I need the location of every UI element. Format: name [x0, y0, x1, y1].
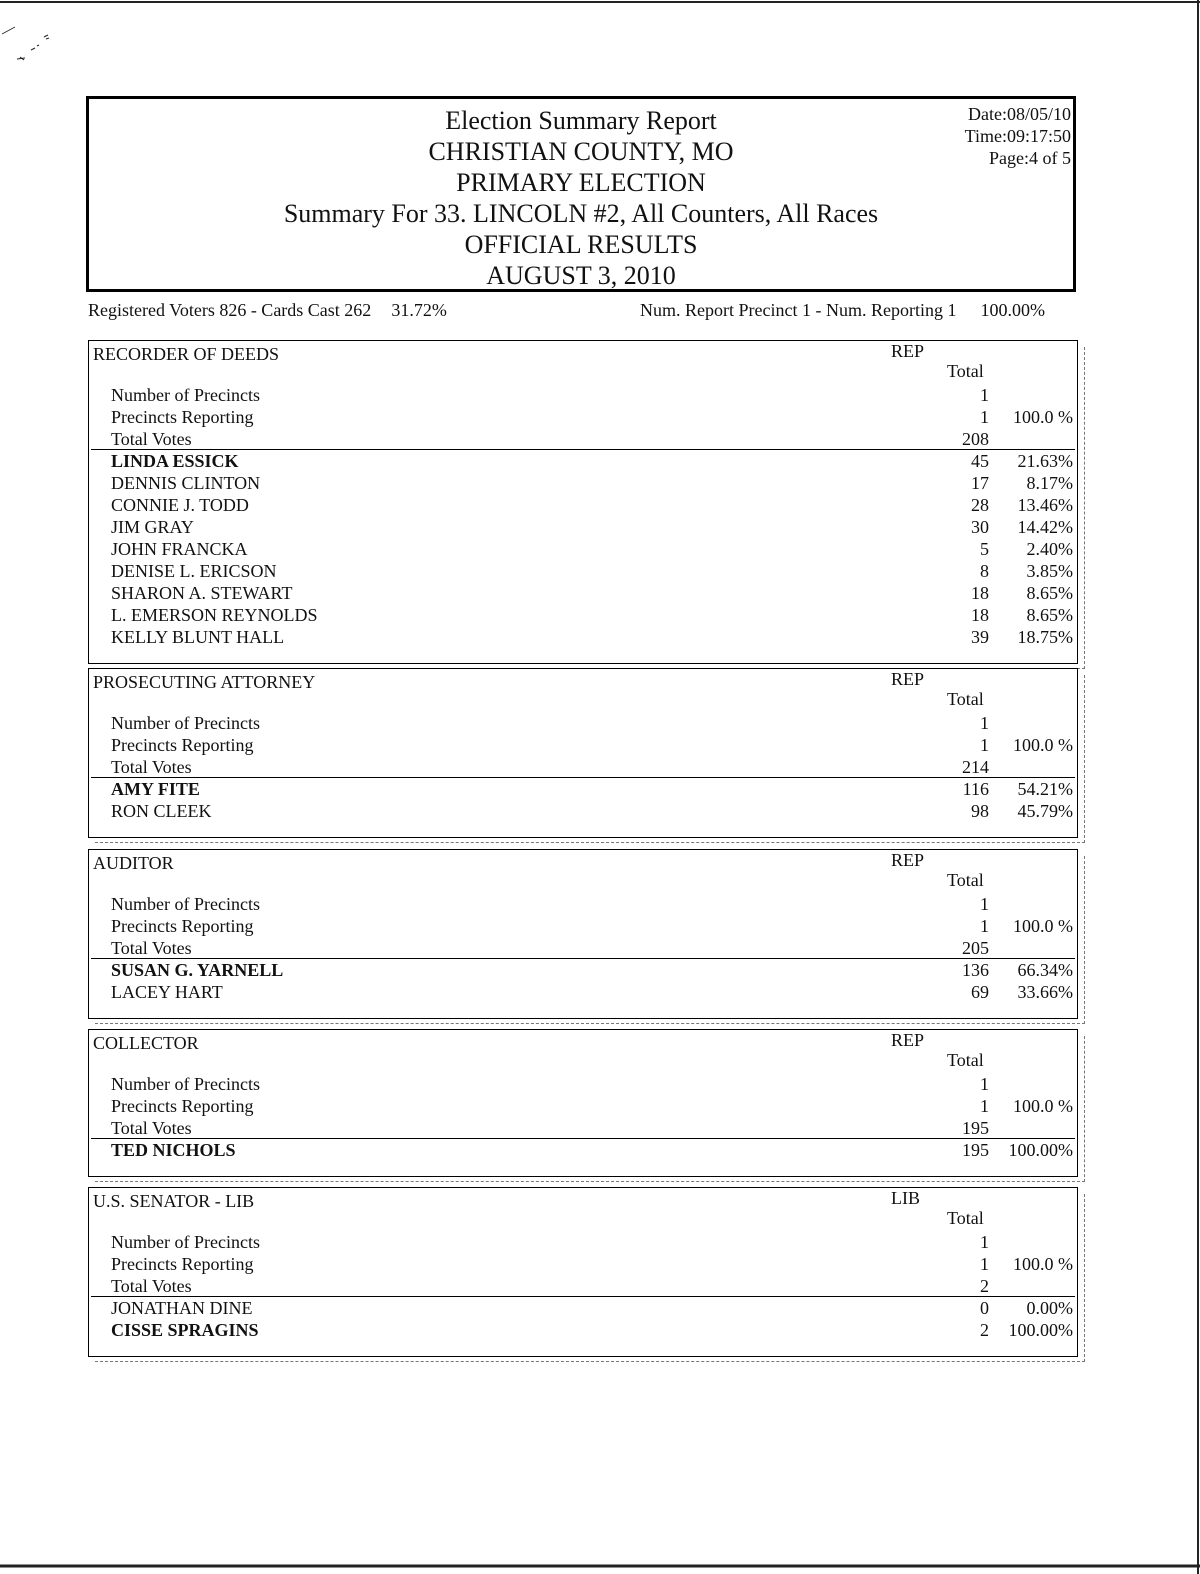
- candidates-divider: [91, 1138, 1075, 1139]
- candidate-row: [89, 495, 1077, 517]
- total-header: Total: [947, 689, 984, 709]
- stat-row: [89, 407, 1077, 429]
- candidate-name: RON CLEEK: [111, 801, 212, 821]
- party-label: REP: [891, 341, 925, 361]
- stat-value: 1: [980, 385, 989, 405]
- race-title: U.S. SENATOR - LIB: [93, 1191, 255, 1211]
- candidate-row: [89, 473, 1077, 495]
- candidate-row: [89, 627, 1077, 649]
- stat-pct: 100.0 %: [1013, 735, 1073, 755]
- candidate-votes: 39: [971, 627, 989, 647]
- stat-label: Total Votes: [111, 429, 192, 449]
- candidate-row: [89, 517, 1077, 539]
- stat-row: [89, 1254, 1077, 1276]
- race-title: AUDITOR: [93, 853, 174, 873]
- total-header: Total: [947, 870, 984, 890]
- candidate-votes: 18: [971, 583, 989, 603]
- candidate-pct: 14.42%: [1017, 517, 1073, 537]
- candidate-name: SHARON A. STEWART: [111, 583, 293, 603]
- stat-row: [89, 385, 1077, 407]
- county-name: CHRISTIAN COUNTY, MO: [428, 137, 734, 166]
- stat-value: 214: [962, 757, 989, 777]
- stat-pct: 100.0 %: [1013, 407, 1073, 427]
- candidate-name: JIM GRAY: [111, 517, 194, 537]
- stat-value: 208: [962, 429, 989, 449]
- candidate-pct: 8.65%: [1026, 583, 1073, 603]
- stat-row: [89, 757, 1077, 779]
- candidate-votes: 45: [971, 451, 989, 471]
- candidate-name: LACEY HART: [111, 982, 223, 1002]
- party-label: LIB: [891, 1188, 920, 1208]
- scan-marks: [0, 0, 60, 80]
- election-name: PRIMARY ELECTION: [456, 168, 706, 197]
- candidate-votes: 0: [980, 1298, 989, 1318]
- stat-row: [89, 1232, 1077, 1254]
- reporting-summary: [640, 300, 1045, 321]
- stat-label: Precincts Reporting: [111, 1096, 254, 1116]
- stat-label: Precincts Reporting: [111, 1254, 254, 1274]
- candidate-name: JOHN FRANCKA: [111, 539, 248, 559]
- candidate-name: CONNIE J. TODD: [111, 495, 249, 515]
- stat-row: [89, 1096, 1077, 1118]
- total-header: Total: [947, 1050, 984, 1070]
- candidate-row: [89, 960, 1077, 982]
- candidate-votes: 195: [962, 1140, 989, 1160]
- stat-value: 1: [980, 1074, 989, 1094]
- report-meta: [965, 103, 1071, 169]
- candidate-pct: 18.75%: [1017, 627, 1073, 647]
- candidate-name: SUSAN G. YARNELL: [111, 960, 284, 980]
- stat-row: [89, 1276, 1077, 1298]
- candidate-votes: 69: [971, 982, 989, 1002]
- candidate-pct: 100.00%: [1008, 1140, 1073, 1160]
- candidate-name: TED NICHOLS: [111, 1140, 236, 1160]
- candidate-name: DENNIS CLINTON: [111, 473, 261, 493]
- stat-value: 1: [980, 735, 989, 755]
- stat-row: [89, 735, 1077, 757]
- candidate-row: [89, 605, 1077, 627]
- stat-row: [89, 429, 1077, 451]
- candidate-votes: 136: [962, 960, 989, 980]
- race-block: [88, 340, 1078, 664]
- stat-row: [89, 1074, 1077, 1096]
- summary-for: Summary For 33. LINCOLN #2, All Counters, All Races: [283, 199, 879, 228]
- party-label: REP: [891, 850, 925, 870]
- stat-label: Total Votes: [111, 757, 192, 777]
- registered-voters-summary: [88, 300, 447, 321]
- candidate-pct: 66.34%: [1017, 960, 1073, 980]
- stat-label: Number of Precincts: [111, 713, 260, 733]
- race-block: [88, 668, 1078, 838]
- stat-label: Number of Precincts: [111, 1232, 260, 1252]
- candidates-divider: [91, 958, 1075, 959]
- candidate-votes: 2: [980, 1320, 989, 1340]
- candidate-name: KELLY BLUNT HALL: [111, 627, 285, 647]
- turnout-pct: 31.72%: [391, 300, 447, 320]
- stat-value: 1: [980, 1254, 989, 1274]
- race-title: RECORDER OF DEEDS: [93, 344, 280, 364]
- candidate-row: [89, 1298, 1077, 1320]
- candidate-name: CISSE SPRAGINS: [111, 1320, 259, 1340]
- candidate-pct: 21.63%: [1017, 451, 1073, 471]
- candidate-votes: 116: [962, 779, 989, 799]
- candidate-pct: 3.85%: [1026, 561, 1073, 581]
- candidate-name: DENISE L. ERICSON: [111, 561, 277, 581]
- stat-label: Precincts Reporting: [111, 916, 254, 936]
- stat-label: Precincts Reporting: [111, 735, 254, 755]
- candidate-name: JONATHAN DINE: [111, 1298, 253, 1318]
- candidate-row: [89, 1320, 1077, 1342]
- stat-label: Total Votes: [111, 1276, 192, 1296]
- stat-value: 1: [980, 713, 989, 733]
- stat-value: 1: [980, 894, 989, 914]
- stat-pct: 100.0 %: [1013, 1096, 1073, 1116]
- candidate-pct: 54.21%: [1017, 779, 1073, 799]
- race-title: PROSECUTING ATTORNEY: [93, 672, 316, 692]
- candidate-row: [89, 982, 1077, 1004]
- candidate-pct: 2.40%: [1026, 539, 1073, 559]
- stat-value: 205: [962, 938, 989, 958]
- race-title: COLLECTOR: [93, 1033, 199, 1053]
- race-block: [88, 1029, 1078, 1177]
- stat-label: Number of Precincts: [111, 894, 260, 914]
- candidates-divider: [91, 449, 1075, 450]
- report-time: Time:09:17:50: [964, 126, 1071, 146]
- candidate-votes: 17: [971, 473, 989, 493]
- candidate-row: [89, 583, 1077, 605]
- party-label: REP: [891, 669, 925, 689]
- candidate-row: [89, 561, 1077, 583]
- candidate-name: LINDA ESSICK: [111, 451, 239, 471]
- stat-row: [89, 916, 1077, 938]
- stat-row: [89, 1118, 1077, 1140]
- stat-label: Total Votes: [111, 938, 192, 958]
- candidate-votes: 8: [980, 561, 989, 581]
- report-date: Date:08/05/10: [968, 104, 1071, 124]
- report-title: Election Summary Report: [445, 106, 717, 135]
- candidate-row: [89, 779, 1077, 801]
- stat-value: 1: [980, 1232, 989, 1252]
- stat-label: Number of Precincts: [111, 385, 260, 405]
- candidate-name: L. EMERSON REYNOLDS: [111, 605, 318, 625]
- stat-row: [89, 938, 1077, 960]
- candidate-pct: 45.79%: [1017, 801, 1073, 821]
- report-header: [86, 96, 1076, 292]
- candidate-votes: 5: [980, 539, 989, 559]
- candidate-pct: 33.66%: [1017, 982, 1073, 1002]
- official-results: OFFICIAL RESULTS: [464, 230, 698, 259]
- candidate-name: AMY FITE: [111, 779, 200, 799]
- stat-pct: 100.0 %: [1013, 1254, 1073, 1274]
- stat-pct: 100.0 %: [1013, 916, 1073, 936]
- race-block: [88, 849, 1078, 1019]
- candidate-row: [89, 1140, 1077, 1162]
- report-page: Page:4 of 5: [989, 148, 1071, 168]
- candidate-row: [89, 451, 1077, 473]
- stat-value: 195: [962, 1118, 989, 1138]
- candidate-pct: 8.65%: [1026, 605, 1073, 625]
- reporting-pct: 100.00%: [980, 300, 1045, 320]
- candidates-divider: [91, 1296, 1075, 1297]
- candidate-pct: 13.46%: [1017, 495, 1073, 515]
- reporting-status: Num. Report Precinct 1 - Num. Reporting 1: [640, 300, 957, 320]
- candidate-row: [89, 801, 1077, 823]
- stat-row: [89, 713, 1077, 735]
- stat-row: [89, 894, 1077, 916]
- stat-value: 1: [980, 407, 989, 427]
- stat-label: Precincts Reporting: [111, 407, 254, 427]
- stat-value: 1: [980, 916, 989, 936]
- candidate-pct: 0.00%: [1026, 1298, 1073, 1318]
- candidate-pct: 100.00%: [1008, 1320, 1073, 1340]
- stat-value: 2: [980, 1276, 989, 1296]
- race-block: [88, 1187, 1078, 1357]
- candidates-divider: [91, 777, 1075, 778]
- stat-value: 1: [980, 1096, 989, 1116]
- candidate-votes: 98: [971, 801, 989, 821]
- candidate-votes: 28: [971, 495, 989, 515]
- stat-label: Total Votes: [111, 1118, 192, 1138]
- candidate-votes: 30: [971, 517, 989, 537]
- candidate-row: [89, 539, 1077, 561]
- candidate-pct: 8.17%: [1026, 473, 1073, 493]
- total-header: Total: [947, 1208, 984, 1228]
- stat-label: Number of Precincts: [111, 1074, 260, 1094]
- total-header: Total: [947, 361, 984, 381]
- party-label: REP: [891, 1030, 925, 1050]
- registered-voters: Registered Voters 826 - Cards Cast 262: [88, 300, 372, 320]
- candidate-votes: 18: [971, 605, 989, 625]
- election-date: AUGUST 3, 2010: [486, 261, 676, 290]
